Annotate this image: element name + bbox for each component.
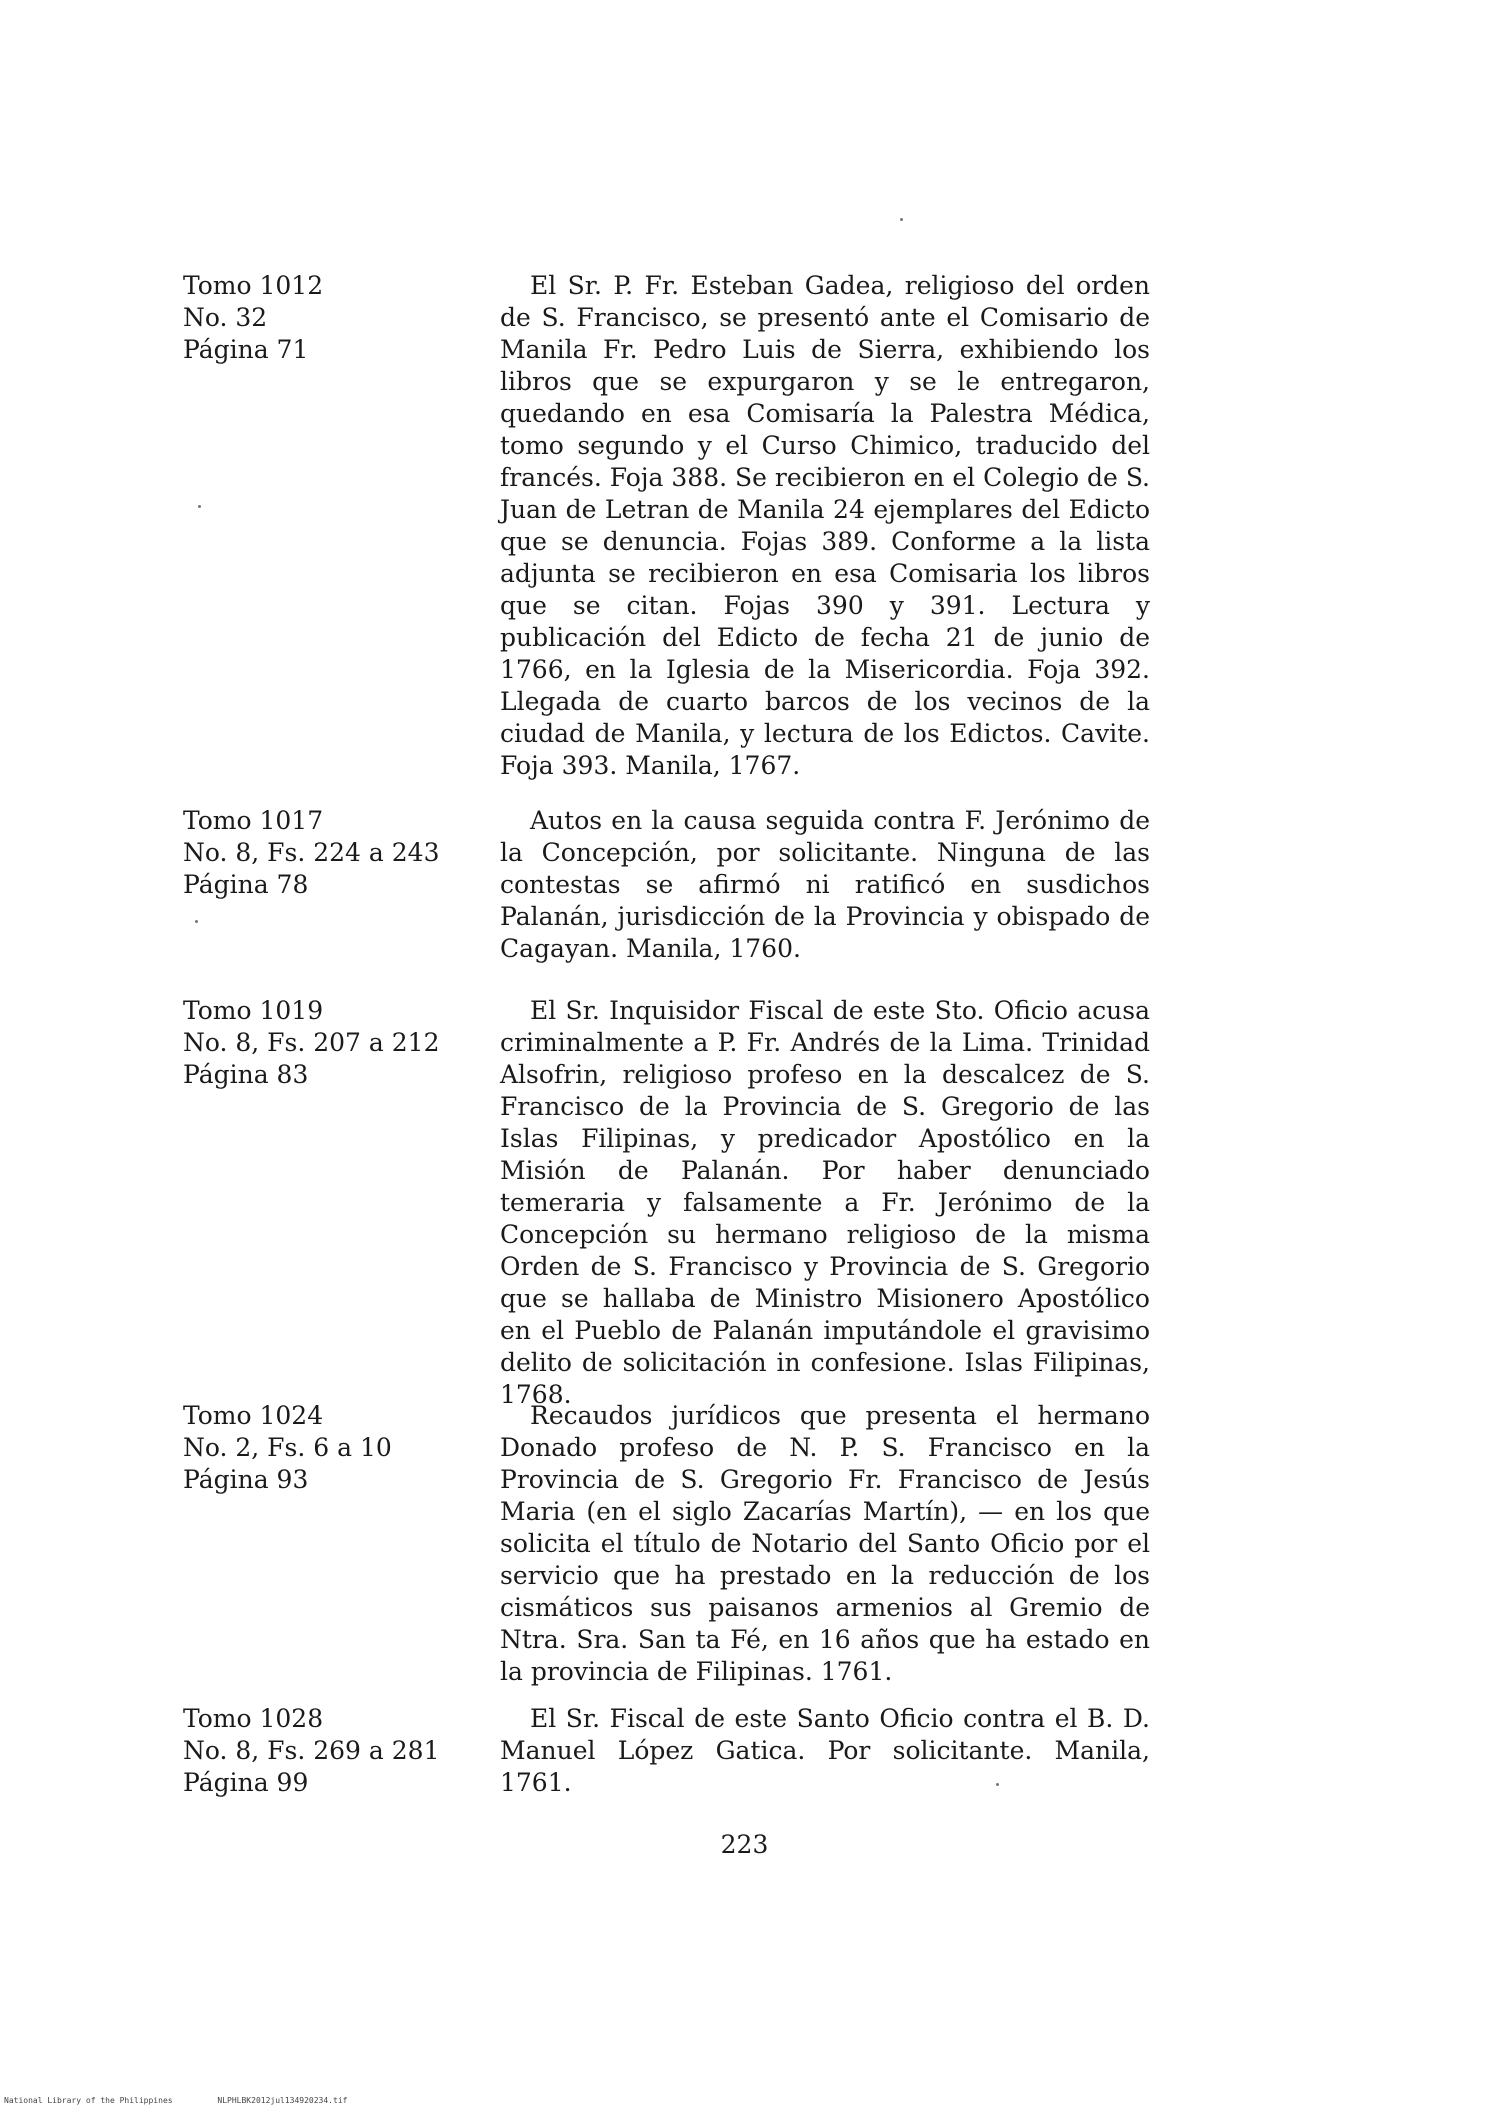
footer-institution: National Library of the Philippines bbox=[4, 2096, 173, 2105]
scan-speck bbox=[198, 505, 201, 508]
entry-description: Recaudos jurídicos que presenta el hermano Donado profeso de N. P. S. Francisco en la Provincia de S. Gregorio Fr. Francisco de Jesús Maria (en el siglo Zacarías Martín), — en los que solicita el título de Notario del Santo Oficio por el servicio que ha prestado en la reducción de los cismáticos sus paisanos armenios al Gremio de Ntra. Sra. San ta Fé, en 16 años que ha estado en la provincia de Filipinas. 1761. bbox=[500, 1401, 1150, 1686]
scan-footer bbox=[4, 2096, 387, 2105]
volume-number: Tomo 1019 bbox=[183, 996, 324, 1025]
volume-number: Tomo 1024 bbox=[183, 1401, 324, 1430]
entry-description: Autos en la causa seguida contra F. Jerónimo de la Concepción, por solicitante. Ninguna de las contestas se afirmó ni ratificó en susdichos Palanán, jurisdicción de la Provincia y obispado de Cagayan. Manila, 1760. bbox=[500, 806, 1150, 963]
scan-speck bbox=[900, 218, 903, 221]
scan-speck bbox=[195, 920, 198, 923]
entry-description: El Sr. Fiscal de este Santo Oficio contra el B. D. Manuel López Gatica. Por solicitante. Manila, 1761. bbox=[500, 1704, 1150, 1797]
entry-reference bbox=[183, 270, 483, 366]
page-reference: Página 83 bbox=[183, 1060, 309, 1089]
footer-filename: NLPHLBK2012jul134920234.tif bbox=[217, 2096, 348, 2105]
page-reference: Página 99 bbox=[183, 1768, 309, 1797]
file-number: No. 8, Fs. 269 a 281 bbox=[183, 1736, 440, 1765]
file-number: No. 32 bbox=[183, 303, 268, 332]
entry-reference bbox=[183, 805, 483, 901]
entry-description: El Sr. Inquisidor Fiscal de este Sto. Oficio acusa criminalmente a P. Fr. Andrés de la Lima. Trinidad Alsofrin, religioso profeso en la descalcez de S. Francisco de la Provincia de S. Gregorio de las Islas Filipinas, y predicador Apostólico en la Misión de Palanán. Por haber denunciado temeraria y falsamente a Fr. Jerónimo de la Concepción su hermano religioso de la misma Orden de S. Francisco y Provincia de S. Gregorio que se hallaba de Ministro Misionero Apostólico en el Pueblo de Palanán imputándole el gravisimo delito de solicitación in confesione. Islas Filipinas, 1768. bbox=[500, 996, 1150, 1409]
volume-number: Tomo 1012 bbox=[183, 271, 324, 300]
volume-number: Tomo 1017 bbox=[183, 806, 324, 835]
page-reference: Página 78 bbox=[183, 870, 309, 899]
scan-speck bbox=[996, 1783, 999, 1786]
entry-reference bbox=[183, 1400, 483, 1496]
entry-reference bbox=[183, 1703, 483, 1799]
file-number: No. 2, Fs. 6 a 10 bbox=[183, 1433, 392, 1462]
page-reference: Página 93 bbox=[183, 1465, 309, 1494]
entry-description: El Sr. P. Fr. Esteban Gadea, religioso del orden de S. Francisco, se presentó ante el Comisario de Manila Fr. Pedro Luis de Sierra, exhibiendo los libros que se expurgaron y se le entregaron, quedando en esa Comisaría la Palestra Médica, tomo segundo y el Curso Chimico, traducido del francés. Foja 388. Se recibieron en el Colegio de S. Juan de Letran de Manila 24 ejemplares del Edicto que se denuncia. Fojas 389. Conforme a la lista adjunta se recibieron en esa Comisaria los libros que se citan. Fojas 390 y 391. Lectura y publicación del Edicto de fecha 21 de junio de 1766, en la Iglesia de la Misericordia. Foja 392. Llegada de cuarto barcos de los vecinos de la ciudad de Manila, y lectura de los Edictos. Cavite. Foja 393. Manila, 1767. bbox=[500, 271, 1150, 780]
page-number: 223 bbox=[720, 1830, 769, 1859]
file-number: No. 8, Fs. 224 a 243 bbox=[183, 838, 440, 867]
file-number: No. 8, Fs. 207 a 212 bbox=[183, 1028, 440, 1057]
page-reference: Página 71 bbox=[183, 335, 309, 364]
volume-number: Tomo 1028 bbox=[183, 1704, 324, 1733]
entry-reference bbox=[183, 995, 483, 1091]
